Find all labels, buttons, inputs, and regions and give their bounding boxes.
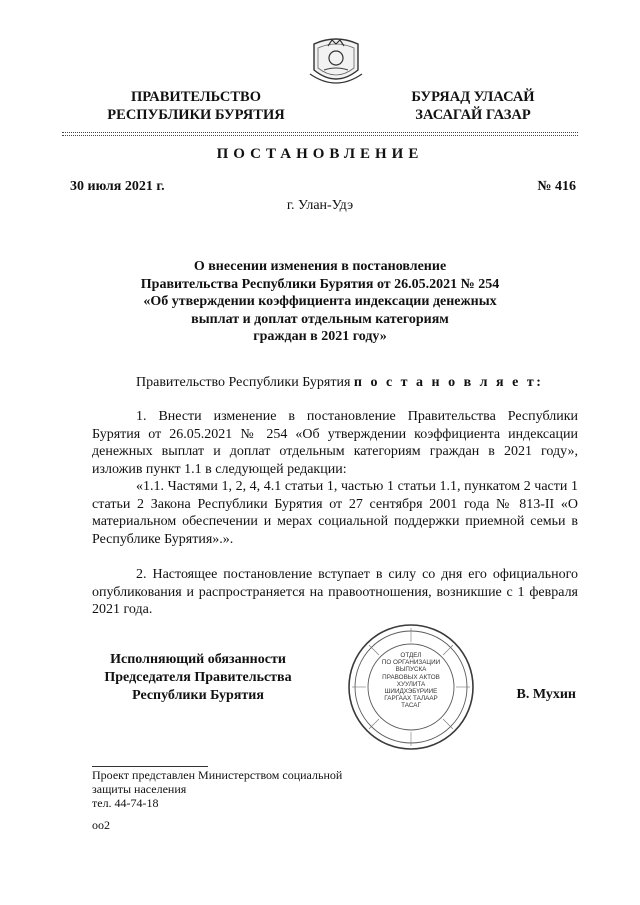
footnote-line: защиты населения [92,782,187,796]
seal-center-text [368,652,454,710]
seal-center-line: ТАСАГ [401,702,421,710]
subject-line: «Об утверждении коэффициента индексации денежных [143,294,497,309]
header-divider [62,132,578,133]
header-left-line1: ПРАВИТЕЛЬСТВО [131,89,261,105]
signatory-line: Республики Бурятия [132,688,264,703]
seal-center-line: ПРАВОВЫХ АКТОВ [382,673,440,681]
subject-line: Правительства Республики Бурятия от 26.05.2021 № 254 [140,276,500,292]
seal-center-line: ГАРГААХ ТАЛААР [384,695,438,703]
paragraph-1-quote: «1.1. Частями 1, 2, 4, 4.1 статьи 1, частью 1 статьи 1.1, пункатом 2 части 1 статьи 2 Закона Республики Бурятия от 27 сентября 2001 года № 813-II «О материальном обеспечении и мерах социальной поддержки приемной семьи в Республике Бурятия».». [92,479,578,547]
paragraph-2: 2. Настоящее постановление вступает в силу со дня его официального опубликования и распространяется на правоотношения, возникшие с 1 февраля 2021 года. [92,567,578,617]
paragraph-1: 1. Внести изменение в постановление Правительства Республики Бурятия от 26.05.2021 № 254 «Об утверждении коэффициента индексации денежных выплат и доплат отдельным категориям граждан в 2021 году», изложив пункт 1.1 в следующей редакции: [92,409,578,477]
footnote [92,768,342,810]
footnote-line: Проект представлен Министерством социальной [92,768,343,782]
signatory-line: Исполняющий обязанности [110,652,286,667]
signatory-position [80,651,316,705]
header-right [388,88,558,124]
signatory-name: В. Мухин [516,687,576,702]
seal-center-line: ХУУЛИТА [396,680,426,688]
header-right-line2: ЗАСАГАЙ ГАЗАР [415,107,531,123]
footnote-line: тел. 44-74-18 [92,796,159,810]
seal-center-line: ШИИДХЭБҮРИИЕ [384,688,438,696]
signatory-line: Председателя Правительства [104,670,292,685]
header-right-line1: БУРЯАД УЛАСАЙ [411,89,535,105]
subject-line: граждан в 2021 году» [253,329,387,344]
subject-line: О внесении изменения в постановление [193,259,447,274]
seal-center-line: ПО ОРГАНИЗАЦИИ [381,659,441,667]
header-left [86,88,306,124]
preamble-action: п о с т а н о в л я е т: [353,375,544,390]
preamble-text: Правительство Республики Бурятия [136,375,354,390]
preamble [92,374,578,392]
document-type: ПОСТАНОВЛЕНИЕ [216,146,424,162]
subject-line: выплат и доплат отдельным категориям [191,311,449,327]
footnote-divider [92,766,208,767]
seal-center-line: ОТДЕЛ [400,652,422,659]
document-code: оо2 [92,818,110,832]
coat-of-arms-icon [304,30,368,90]
seal-center-line: ВЫПУСКА [395,666,427,674]
header-left-line2: РЕСПУБЛИКИ БУРЯТИЯ [107,107,285,123]
header-divider-2 [62,135,578,136]
document-subject [120,258,520,346]
document-number: № 416 [537,179,576,194]
document-date: 30 июля 2021 г. [70,179,165,194]
document-city: г. Улан-Удэ [286,198,354,213]
